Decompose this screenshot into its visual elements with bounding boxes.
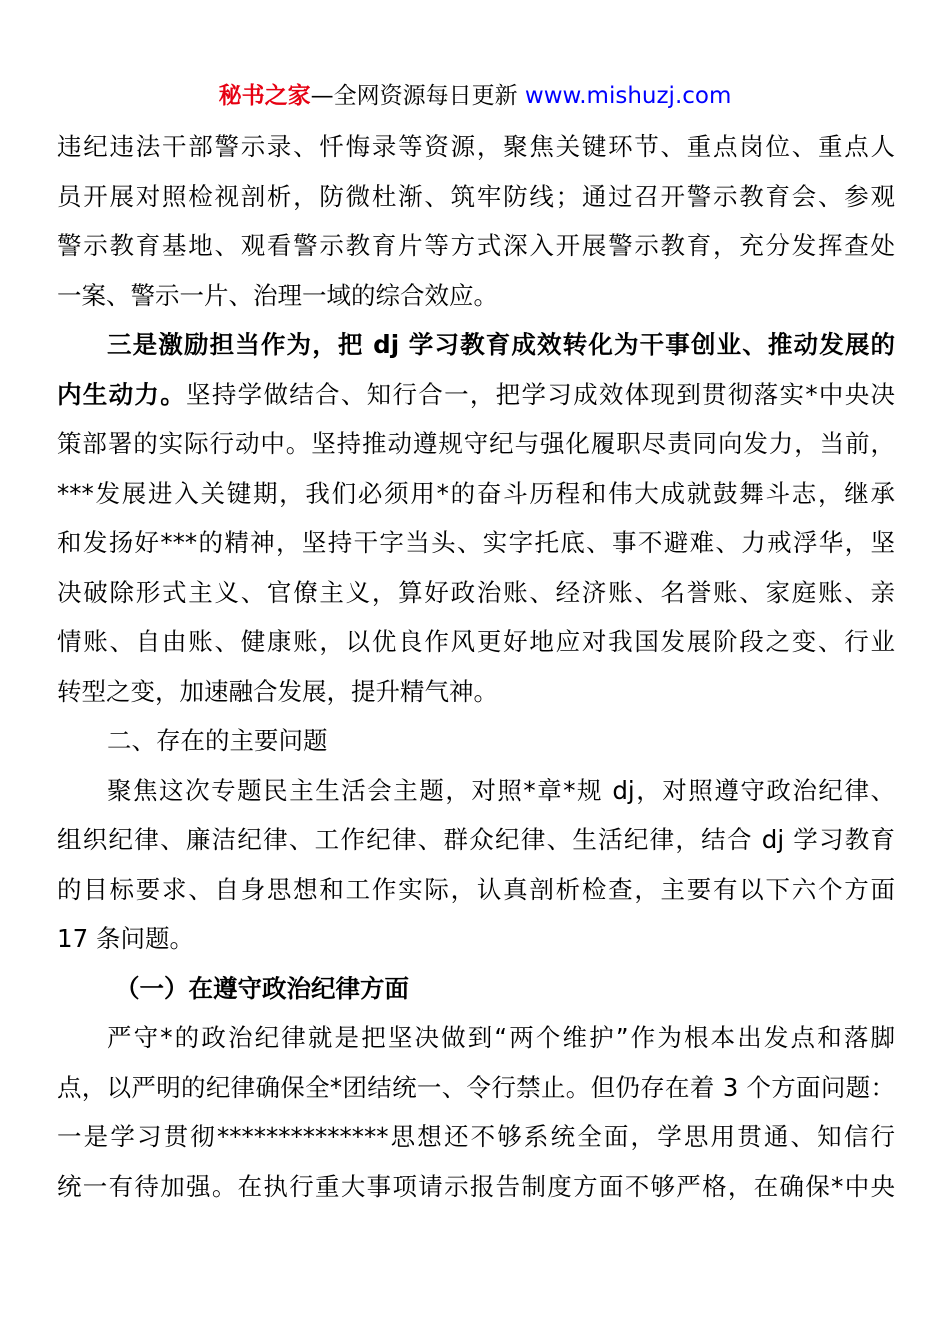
paragraph-line: ***发展进入关键期，我们必须用*的奋斗历程和伟大成就鼓舞斗志，继承 xyxy=(57,478,895,508)
paragraph-line: 警示教育基地、观看警示教育片等方式深入开展警示教育，充分发挥查处 xyxy=(57,231,895,260)
paragraph-line: 聚焦这次专题民主生活会主题，对照*章*规 dj，对照遵守政治纪律、 xyxy=(107,775,895,805)
section-heading: 二、存在的主要问题 xyxy=(107,726,328,755)
paragraph-line: 违纪违法干部警示录、忏悔录等资源，聚焦关键环节、重点岗位、重点人 xyxy=(57,132,895,161)
bold-lead-sentence: 三是激励担当作为，把 dj 学习教育成效转化为干事创业、推动发展的 xyxy=(107,330,895,359)
paragraph-line: 的目标要求、自身思想和工作实际，认真剖析检查，主要有以下六个方面 xyxy=(57,874,895,904)
brand-name: 秘书之家 xyxy=(218,83,311,109)
paragraph-line: 策部署的实际行动中。坚持推动遵规守纪与强化履职尽责同向发力，当前， xyxy=(57,429,895,458)
paragraph-line: 一是学习贯彻**************思想还不够系统全面，学思用贯通、知信行 xyxy=(57,1122,895,1151)
paragraph-line: 统一有待加强。在执行重大事项请示报告制度方面不够严格，在确保*中央 xyxy=(57,1171,895,1201)
paragraph-line: 员开展对照检视剖析，防微杜渐、筑牢防线；通过召开警示教育会、参观 xyxy=(57,181,895,211)
paragraph-line xyxy=(57,370,895,420)
document-body xyxy=(57,122,895,1211)
paragraph-text: 坚持学做结合、知行合一，把学习成效体现到贯彻落实*中央决 xyxy=(186,379,896,409)
paragraph-line: 一案、警示一片、治理一域的综合效应。 xyxy=(57,280,498,310)
paragraph-line: 组织纪律、廉洁纪律、工作纪律、群众纪律、生活纪律，结合 dj 学习教育 xyxy=(57,825,895,854)
bold-lead-sentence-end: 内生动力。 xyxy=(57,379,187,409)
paragraph-line: 和发扬好***的精神，坚持干字当头、实字托底、事不避难、力戒浮华，坚 xyxy=(57,528,895,557)
paragraph-line: 17 条问题。 xyxy=(57,924,194,953)
paragraph-line: 情账、自由账、健康账，以优良作风更好地应对我国发展阶段之变、行业 xyxy=(57,627,895,656)
paragraph-line: 严守*的政治纪律就是把坚决做到“两个维护”作为根本出发点和落脚 xyxy=(107,1023,895,1052)
site-watermark-header xyxy=(0,80,950,112)
site-url: www.mishuzj.com xyxy=(524,83,732,109)
paragraph-line: 转型之变，加速融合发展，提升精气神。 xyxy=(57,676,498,706)
paragraph-line: 点，以严明的纪律确保全*团结统一、令行禁止。但仍存在着 3 个方面问题： xyxy=(57,1072,895,1102)
paragraph-line: 决破除形式主义、官僚主义，算好政治账、经济账、名誉账、家庭账、亲 xyxy=(57,577,895,607)
header-tagline: —全网资源每日更新 xyxy=(310,83,518,109)
subsection-heading: （一）在遵守政治纪律方面 xyxy=(115,973,409,1003)
